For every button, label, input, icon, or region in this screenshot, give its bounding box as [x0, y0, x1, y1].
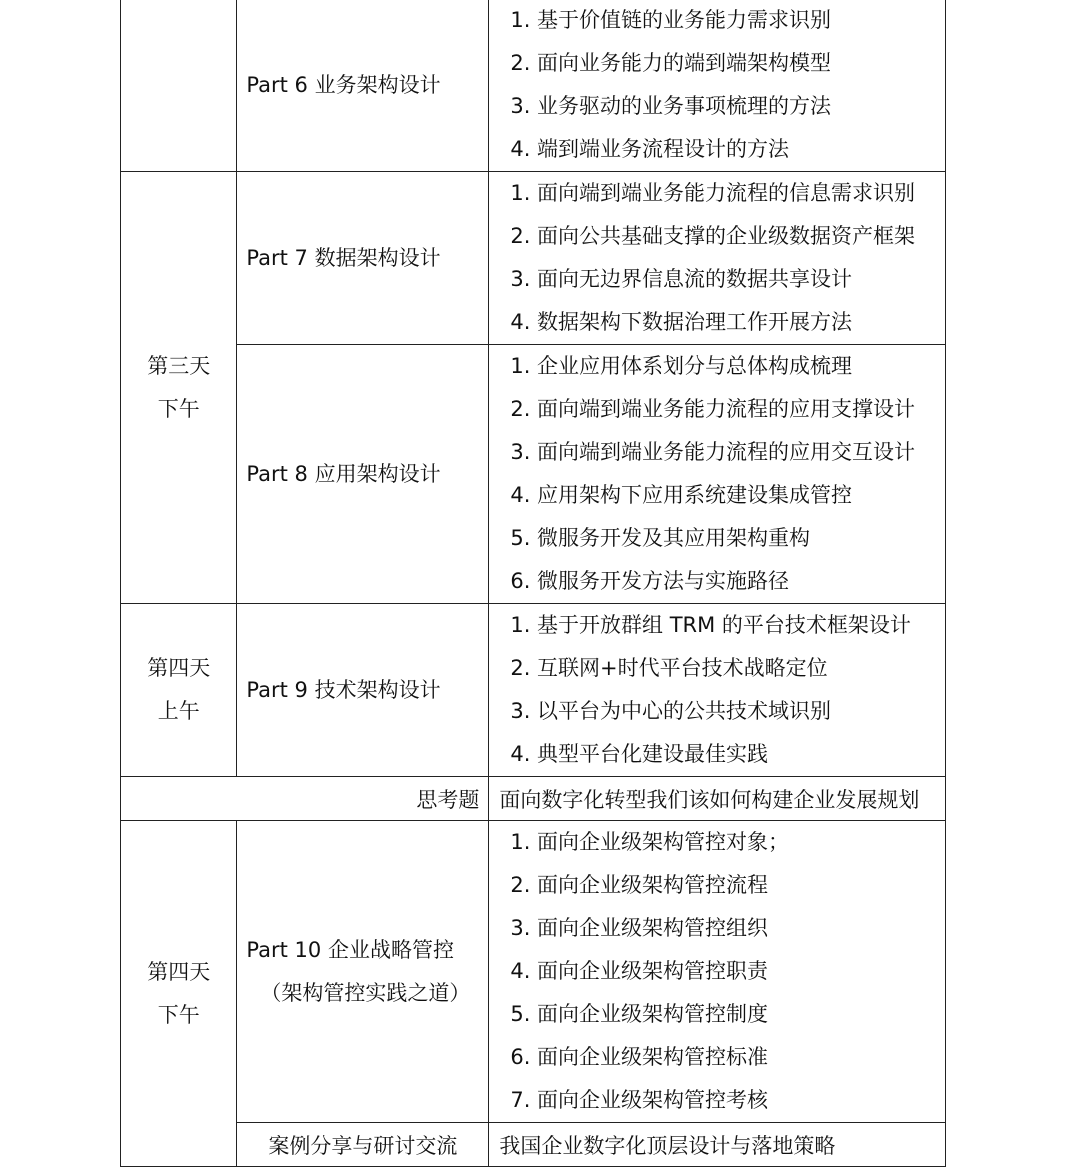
session-label: 下午: [157, 1002, 200, 1027]
list-item: 1. 面向端到端业务能力流程的信息需求识别: [510, 181, 916, 205]
list-item: 2. 面向端到端业务能力流程的应用支撑设计: [510, 397, 916, 421]
list-item: 1. 基于价值链的业务能力需求识别: [510, 8, 832, 32]
list-item: 2. 面向公共基础支撑的企业级数据资产框架: [510, 224, 916, 248]
part-title: Part 9 技术架构设计: [246, 677, 441, 702]
case-sharing-text: 我国企业数字化顶层设计与落地策略: [489, 1123, 946, 1167]
table-row: [121, 1123, 946, 1167]
list-item: 7. 面向企业级架构管控考核: [510, 1088, 769, 1112]
day-cell: [121, 821, 237, 1167]
topic-list: [489, 0, 946, 172]
list-item: 6. 面向企业级架构管控标准: [510, 1045, 769, 1069]
day-cell: [121, 604, 237, 777]
table-row: [121, 777, 946, 821]
list-item: 2. 互联网+时代平台技术战略定位: [510, 656, 828, 680]
topic-list: [489, 821, 946, 1123]
list-item: 4. 面向企业级架构管控职责: [510, 959, 769, 983]
part-title-cell: [237, 345, 489, 604]
list-item: 2. 面向业务能力的端到端架构模型: [510, 51, 832, 75]
part-title: Part 7 数据架构设计: [246, 245, 441, 270]
day-cell-empty: [121, 0, 237, 172]
topic-list: [489, 345, 946, 604]
list-item: 1. 基于开放群组 TRM 的平台技术框架设计: [510, 613, 911, 637]
list-item: 2. 面向企业级架构管控流程: [510, 873, 769, 897]
part-title-cell: [237, 821, 489, 1123]
list-item: 3. 以平台为中心的公共技术域识别: [510, 699, 832, 723]
day-cell: [121, 172, 237, 604]
list-item: 4. 端到端业务流程设计的方法: [510, 137, 790, 161]
table-row: [121, 172, 946, 345]
list-item: 4. 数据架构下数据治理工作开展方法: [510, 310, 853, 334]
list-item: 3. 面向企业级架构管控组织: [510, 916, 769, 940]
day-label: 第四天: [147, 959, 211, 984]
session-label: 下午: [157, 396, 200, 421]
list-item: 4. 应用架构下应用系统建设集成管控: [510, 483, 853, 507]
topic-list: [489, 172, 946, 345]
case-sharing-label: 案例分享与研讨交流: [237, 1123, 489, 1167]
day-label: 第三天: [147, 353, 211, 378]
list-item: 3. 面向端到端业务能力流程的应用交互设计: [510, 440, 916, 464]
list-item: 3. 业务驱动的业务事项梳理的方法: [510, 94, 832, 118]
list-item: 4. 典型平台化建设最佳实践: [510, 742, 769, 766]
topic-list: [489, 604, 946, 777]
table-row: [121, 345, 946, 604]
list-item: 6. 微服务开发方法与实施路径: [510, 569, 790, 593]
think-question-label: 思考题: [121, 777, 489, 821]
part-title-cell: [237, 604, 489, 777]
part-title: Part 10 企业战略管控: [246, 937, 454, 962]
list-item: 3. 面向无边界信息流的数据共享设计: [510, 267, 853, 291]
day-label: 第四天: [147, 656, 211, 680]
list-item: 1. 面向企业级架构管控对象；: [510, 830, 790, 854]
list-item: 5. 面向企业级架构管控制度: [510, 1002, 769, 1026]
think-question-text: 面向数字化转型我们该如何构建企业发展规划: [489, 777, 946, 821]
part-title-cell: [237, 172, 489, 345]
session-label: 上午: [157, 699, 200, 723]
list-item: 5. 微服务开发及其应用架构重构: [510, 526, 811, 550]
part-subtitle: （架构管控实践之道）: [260, 980, 471, 1005]
list-item: 1. 企业应用体系划分与总体构成梳理: [510, 354, 853, 378]
part-title: Part 6 业务架构设计: [246, 72, 441, 97]
table-row: [121, 0, 946, 172]
part-title-cell: [237, 0, 489, 172]
part-title: Part 8 应用架构设计: [246, 461, 441, 486]
table-row: [121, 604, 946, 777]
table-row: [121, 821, 946, 1123]
course-schedule-table: [120, 0, 946, 1167]
